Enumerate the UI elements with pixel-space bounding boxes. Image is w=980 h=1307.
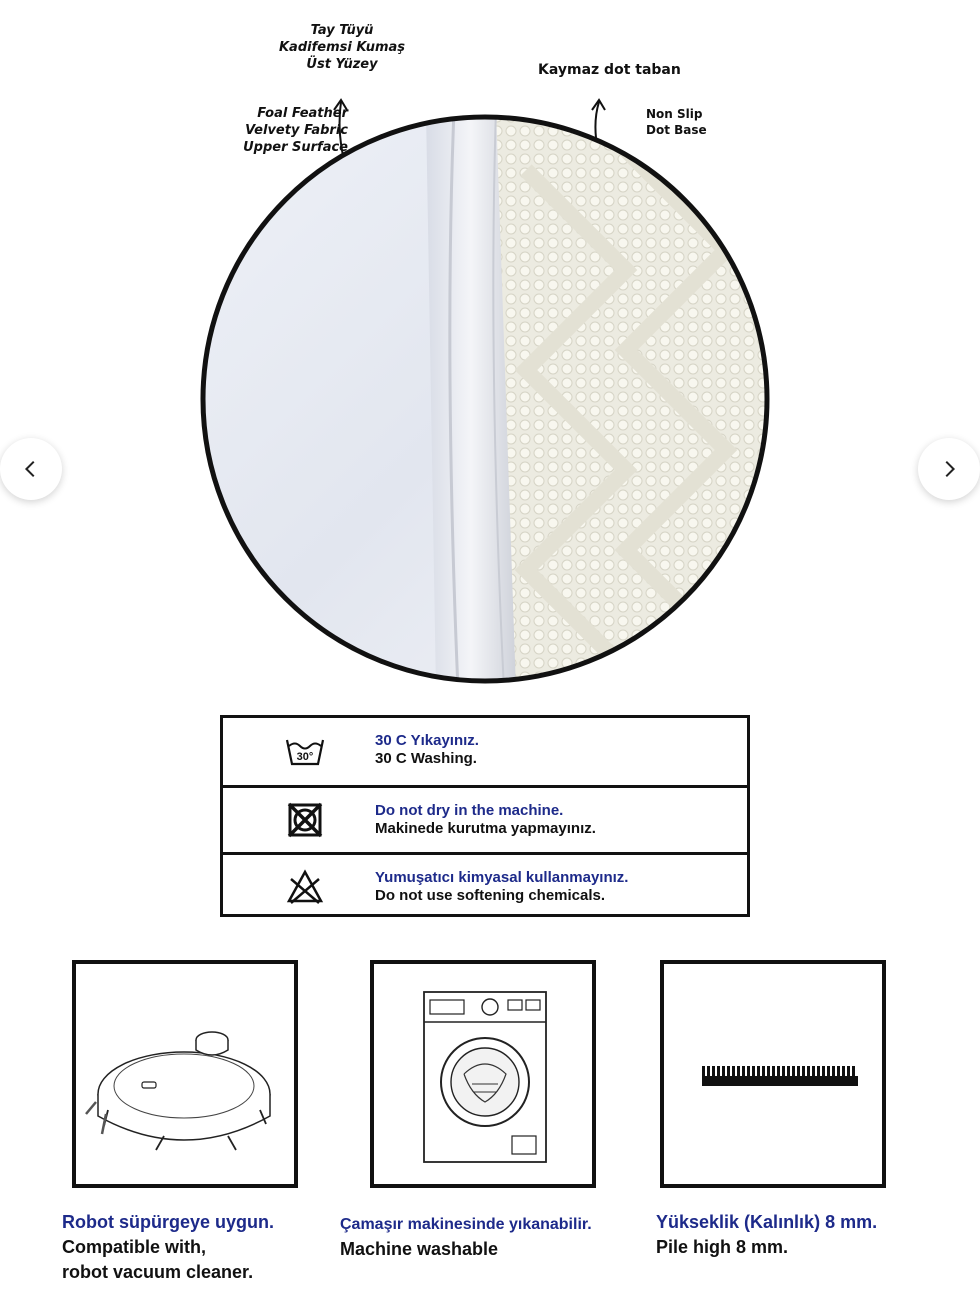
pile-fiber [777,1066,780,1078]
pile-height-icon [664,964,882,1184]
pile-fiber [742,1066,745,1078]
bleach-line-tr: Yumuşatıcı kimyasal kullanmayınız. [375,869,629,886]
en-line-2: Velvety Fabric [245,123,348,138]
robot-vacuum-caption [62,1210,352,1285]
svg-text:30°: 30° [296,751,314,763]
pile-height-line-1: Pile high 8 mm. [656,1237,789,1257]
robot-vacuum-line-2: robot vacuum cleaner. [62,1262,254,1282]
tr-line-2: Kadifemsi Kumaş [278,40,406,55]
washing-machine-title: Çamaşır makinesinde yıkanabilir. [340,1216,592,1233]
bleach-text [375,869,628,905]
pile-fiber [707,1066,710,1078]
pile-fiber [732,1066,735,1078]
wash-line-tr: 30 C Yıkayınız. [375,732,479,749]
pile-fiber [802,1066,805,1078]
pile-fiber [727,1066,730,1078]
en-line-1: Foal Feather [257,106,348,121]
care-row-dry [223,785,747,849]
washing-machine-icon [374,964,592,1184]
pile-fiber [807,1066,810,1078]
washing-machine-caption [340,1212,650,1262]
pile-fiber [712,1066,715,1078]
pile-fiber [842,1066,845,1078]
chevron-right-icon [938,458,960,480]
base-line-2: Dot Base [646,123,707,137]
pile-fiber [702,1066,705,1078]
pile-fiber [717,1066,720,1078]
pile-fiber [812,1066,815,1078]
pile-fiber [772,1066,775,1078]
pile-fiber [787,1066,790,1078]
tr-line-3: Üst Yüzey [306,57,378,72]
pile-height-feature-box [660,960,886,1188]
product-closeup-image [196,110,776,690]
care-row-wash [223,718,747,782]
pile-fiber [782,1066,785,1078]
next-image-button[interactable] [918,438,980,500]
pile-fiber [797,1066,800,1078]
pile-fiber [767,1066,770,1078]
care-instructions-table [220,715,750,917]
pile-fiber [792,1066,795,1078]
washing-machine-feature-box [370,960,596,1188]
dry-line-tr: Makinede kurutma yapmayınız. [375,820,596,837]
turkish-base-label: Kaymaz dot taban [538,62,681,78]
pile-fiber [817,1066,820,1078]
pile-fiber [827,1066,830,1078]
previous-image-button[interactable] [0,438,62,500]
do-not-tumble-dry-icon [285,800,325,840]
tr-line-1: Tay Tüyü [310,23,374,38]
wash-line-en: 30 C Washing. [375,750,477,767]
pile-fiber [762,1066,765,1078]
wash-30-icon [285,730,325,770]
robot-vacuum-line-1: Compatible with, [62,1237,206,1257]
do-not-bleach-icon [285,867,325,907]
pile-fiber [852,1066,855,1078]
dry-text [375,802,596,838]
pile-fiber [722,1066,725,1078]
en-line-3: Upper Surface [243,140,348,155]
robot-vacuum-title: Robot süpürgeye uygun. [62,1212,275,1232]
pile-fiber [737,1066,740,1078]
chevron-left-icon [20,458,42,480]
pile-fiber [757,1066,760,1078]
pile-fiber [847,1066,850,1078]
care-row-bleach [223,852,747,916]
pile-fiber [822,1066,825,1078]
robot-vacuum-feature-box [72,960,298,1188]
pile-height-caption [656,1210,956,1260]
wash-text [375,732,479,768]
pile-fiber [752,1066,755,1078]
dry-line-en: Do not dry in the machine. [375,802,564,819]
pile-fiber [832,1066,835,1078]
bleach-line-en: Do not use softening chemicals. [375,887,606,904]
robot-vacuum-icon [76,964,294,1184]
pile-fiber [837,1066,840,1078]
pile-height-title: Yükseklik (Kalınlık) 8 mm. [656,1212,878,1232]
pile-fiber [747,1066,750,1078]
base-line-1: Non Slip [646,107,703,121]
washing-machine-line-1: Machine washable [340,1239,499,1259]
